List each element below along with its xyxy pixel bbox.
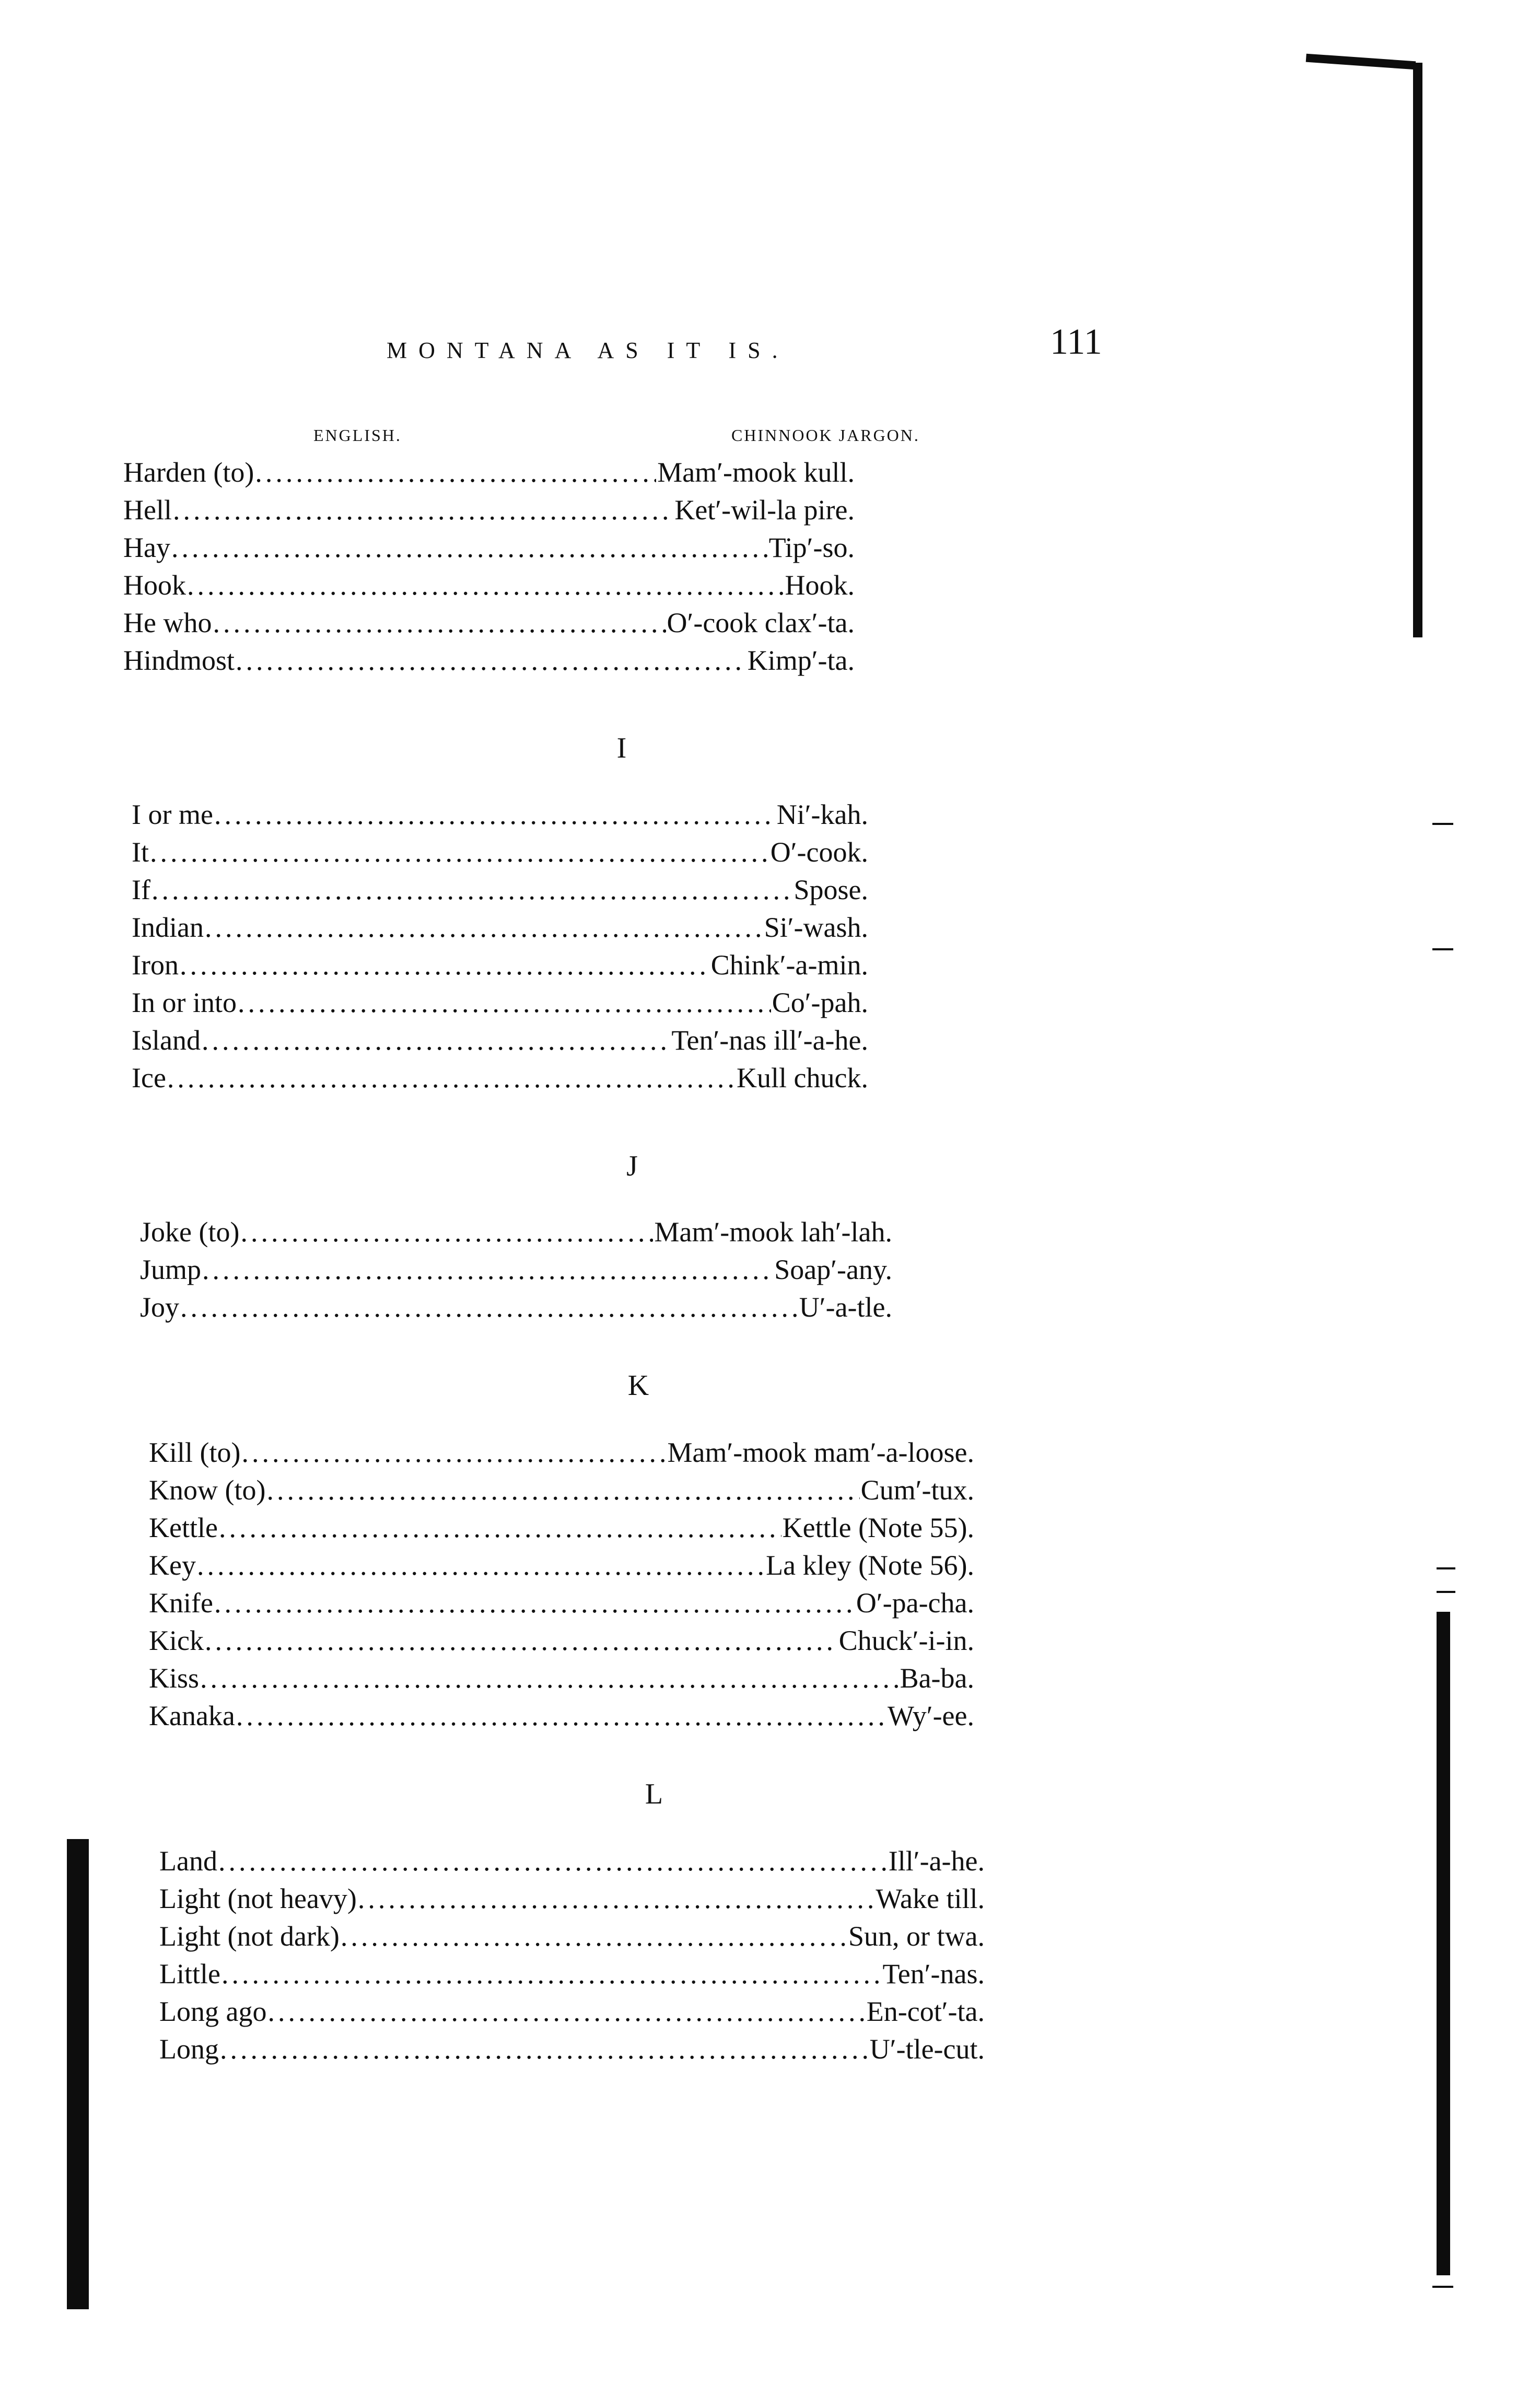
scan-edge-mark bbox=[1437, 1591, 1455, 1593]
vocab-entry bbox=[132, 833, 868, 871]
chinook-term: Ill′-a-he. bbox=[888, 1845, 985, 1877]
english-term: Light (not dark) bbox=[159, 1921, 340, 1952]
chinook-term: O′-cook clax′-ta. bbox=[667, 607, 855, 638]
binding-shadow bbox=[1413, 63, 1422, 637]
english-term: Kiss bbox=[149, 1662, 200, 1694]
english-term: Key bbox=[149, 1550, 196, 1581]
chinook-term: Spose. bbox=[793, 874, 868, 905]
vocab-entry bbox=[159, 1955, 985, 1993]
english-term: Hook bbox=[123, 569, 186, 601]
chinook-term: Kull chuck. bbox=[737, 1062, 868, 1094]
english-term: Light (not heavy) bbox=[159, 1883, 357, 1914]
leader-dots bbox=[205, 1622, 838, 1659]
vocab-entry bbox=[132, 909, 868, 946]
chinook-term: Soap′-any. bbox=[774, 1254, 892, 1285]
leader-dots bbox=[202, 1021, 670, 1059]
vocab-entry bbox=[149, 1434, 974, 1471]
leader-dots bbox=[214, 1584, 855, 1622]
english-term: In or into bbox=[132, 987, 237, 1018]
leader-dots bbox=[197, 1546, 765, 1584]
scan-edge-mark bbox=[1432, 2286, 1453, 2288]
english-term: Indian bbox=[132, 912, 204, 943]
english-term: Kick bbox=[149, 1625, 204, 1656]
english-term: Ice bbox=[132, 1062, 166, 1094]
leader-dots bbox=[218, 1842, 888, 1880]
scan-edge-mark bbox=[1306, 54, 1416, 70]
english-term: Little bbox=[159, 1958, 220, 1990]
chinook-term: Cum′-tux. bbox=[860, 1474, 974, 1506]
vocab-entry bbox=[149, 1659, 974, 1697]
vocab-entry bbox=[149, 1509, 974, 1546]
scan-edge-mark bbox=[1432, 823, 1453, 825]
english-term: Iron bbox=[132, 949, 179, 981]
vocab-entry bbox=[140, 1251, 892, 1288]
leader-dots bbox=[214, 796, 776, 833]
vocab-entry bbox=[132, 871, 868, 909]
english-term: It bbox=[132, 836, 149, 868]
english-term: Harden (to) bbox=[123, 457, 254, 488]
vocab-entry bbox=[132, 1021, 868, 1059]
chinook-term: Hook. bbox=[785, 569, 855, 601]
english-term: Joy bbox=[140, 1292, 180, 1323]
chinook-term: Mam′-mook lah′-lah. bbox=[654, 1216, 892, 1248]
chinook-term: Ni′-kah. bbox=[776, 799, 868, 830]
vocab-entry bbox=[159, 2030, 985, 2068]
vocab-entry bbox=[159, 1993, 985, 2030]
vocab-entry bbox=[159, 1842, 985, 1880]
vocab-entry bbox=[123, 491, 855, 529]
column-heading-chinook: CHINNOOK JARGON. bbox=[731, 426, 920, 445]
leader-dots bbox=[358, 1880, 875, 1917]
english-term: Hindmost bbox=[123, 645, 235, 676]
chinook-term: Mam′-mook mam′-a-loose. bbox=[667, 1437, 974, 1468]
leader-dots bbox=[219, 1509, 781, 1546]
leader-dots bbox=[341, 1917, 847, 1955]
leader-dots bbox=[213, 604, 666, 642]
chinook-term: O′-pa-cha. bbox=[856, 1587, 974, 1619]
leader-dots bbox=[187, 566, 784, 604]
english-term: Island bbox=[132, 1025, 201, 1056]
leader-dots bbox=[151, 871, 793, 909]
english-term: Long ago bbox=[159, 1996, 267, 2027]
english-term: He who bbox=[123, 607, 212, 638]
chinook-term: Ten′-nas ill′-a-he. bbox=[671, 1025, 868, 1056]
english-term: Long bbox=[159, 2033, 219, 2065]
vocab-entry bbox=[159, 1880, 985, 1917]
english-term: Jump bbox=[140, 1254, 202, 1285]
chinook-term: O′-cook. bbox=[770, 836, 868, 868]
leader-dots bbox=[241, 1434, 666, 1471]
running-title: MONTANA AS IT IS. bbox=[387, 338, 789, 363]
vocab-entry bbox=[140, 1288, 892, 1326]
section-letter-i: I bbox=[616, 732, 627, 764]
chinook-term: Chuck′-i-in. bbox=[838, 1625, 974, 1656]
chinook-term: Mam′-mook kull. bbox=[657, 457, 855, 488]
vocab-entry bbox=[132, 984, 868, 1021]
leader-dots bbox=[255, 453, 656, 491]
vocab-entry bbox=[149, 1697, 974, 1735]
section-letter-j: J bbox=[626, 1150, 638, 1182]
vocab-entry bbox=[123, 642, 855, 679]
chinook-term: Chink′-a-min. bbox=[710, 949, 868, 981]
leader-dots bbox=[236, 1697, 886, 1735]
chinook-term: Si′-wash. bbox=[764, 912, 868, 943]
leader-dots bbox=[267, 1993, 865, 2030]
chinook-term: U′-a-tle. bbox=[799, 1292, 892, 1323]
leader-dots bbox=[173, 491, 673, 529]
leader-dots bbox=[200, 1659, 899, 1697]
vocab-entry bbox=[149, 1471, 974, 1509]
chinook-term: Kimp′-ta. bbox=[747, 645, 855, 676]
leader-dots bbox=[180, 1288, 798, 1326]
leader-dots bbox=[266, 1471, 859, 1509]
english-term: If bbox=[132, 874, 150, 905]
leader-dots bbox=[171, 529, 768, 566]
leader-dots bbox=[205, 909, 763, 946]
vocab-entry bbox=[132, 796, 868, 833]
chinook-term: Kettle (Note 55). bbox=[782, 1512, 974, 1543]
column-heading-english: ENGLISH. bbox=[313, 426, 402, 445]
chinook-term: Co′-pah. bbox=[772, 987, 868, 1018]
vocab-entry bbox=[123, 529, 855, 566]
chinook-term: U′-tle-cut. bbox=[869, 2033, 985, 2065]
scan-edge-mark bbox=[1432, 948, 1453, 950]
english-term: I or me bbox=[132, 799, 213, 830]
vocab-entry bbox=[149, 1584, 974, 1622]
chinook-term: La kley (Note 56). bbox=[766, 1550, 974, 1581]
leader-dots bbox=[236, 642, 746, 679]
english-term: Kettle bbox=[149, 1512, 218, 1543]
vocab-entry bbox=[132, 946, 868, 984]
leader-dots bbox=[202, 1251, 773, 1288]
english-term: Hay bbox=[123, 532, 170, 563]
english-term: Hell bbox=[123, 494, 172, 526]
scan-edge-mark bbox=[1437, 1567, 1455, 1569]
chinook-term: En-cot′-ta. bbox=[866, 1996, 985, 2027]
chinook-term: Ten′-nas. bbox=[882, 1958, 985, 1990]
chinook-term: Tip′-so. bbox=[768, 532, 855, 563]
binding-shadow bbox=[1437, 1612, 1450, 2275]
binding-shadow bbox=[67, 1839, 89, 2309]
vocab-entry bbox=[123, 604, 855, 642]
section-letter-l: L bbox=[645, 1778, 663, 1810]
chinook-term: Wy′-ee. bbox=[888, 1700, 974, 1731]
leader-dots bbox=[221, 1955, 882, 1993]
leader-dots bbox=[240, 1213, 653, 1251]
vocab-entry bbox=[149, 1622, 974, 1659]
english-term: Knife bbox=[149, 1587, 213, 1619]
english-term: Kanaka bbox=[149, 1700, 235, 1731]
vocab-entry bbox=[123, 453, 855, 491]
vocab-entry bbox=[159, 1917, 985, 1955]
chinook-term: Wake till. bbox=[876, 1883, 985, 1914]
running-head bbox=[0, 321, 1517, 379]
vocab-entry bbox=[140, 1213, 892, 1251]
chinook-term: Ba-ba. bbox=[900, 1662, 974, 1694]
section-letter-k: K bbox=[627, 1369, 649, 1402]
english-term: Know (to) bbox=[149, 1474, 266, 1506]
leader-dots bbox=[150, 833, 769, 871]
leader-dots bbox=[180, 946, 710, 984]
vocab-entry bbox=[132, 1059, 868, 1097]
page-number: 111 bbox=[1050, 322, 1102, 362]
vocab-entry bbox=[123, 566, 855, 604]
leader-dots bbox=[220, 2030, 869, 2068]
leader-dots bbox=[167, 1059, 736, 1097]
english-term: Land bbox=[159, 1845, 217, 1877]
english-term: Joke (to) bbox=[140, 1216, 240, 1248]
leader-dots bbox=[238, 984, 771, 1021]
chinook-term: Ket′-wil-la pire. bbox=[674, 494, 855, 526]
english-term: Kill (to) bbox=[149, 1437, 241, 1468]
chinook-term: Sun, or twa. bbox=[848, 1921, 985, 1952]
vocab-entry bbox=[149, 1546, 974, 1584]
